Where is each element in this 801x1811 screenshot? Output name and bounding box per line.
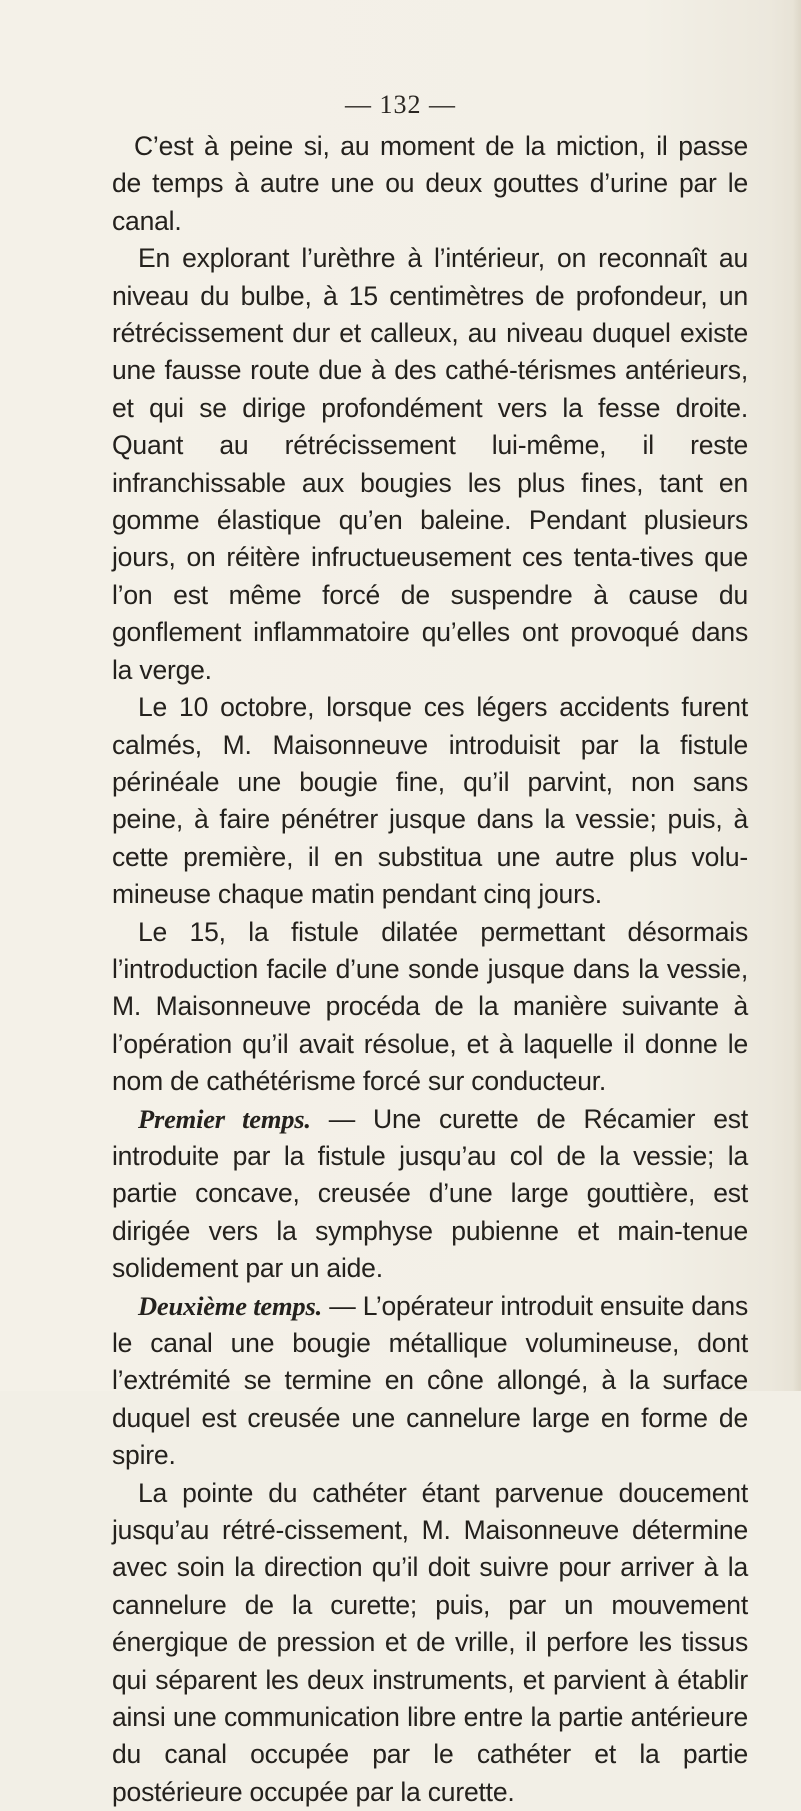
body-text	[112, 128, 748, 1811]
paragraph-label: Deuxième temps.	[138, 1290, 322, 1321]
paragraph: Le 10 octobre, lorsque ces légers accidents furent calmés, M. Maisonneuve introduisit par la fistule périnéale une bougie fine, qu’il parvint, non sans peine, à faire pénétrer jusque dans la vessie; puis, à cette première, il en substitua une autre plus volu-mineuse chaque matin pendant cinq jours.	[112, 692, 748, 910]
paragraph	[112, 1101, 748, 1288]
paragraph	[112, 1288, 748, 1475]
paragraph: En explorant l’urèthre à l’intérieur, on reconnaît au niveau du bulbe, à 15 centimètres de profondeur, un rétrécissement dur et calleux, au niveau duquel existe une fausse route due à des cathé-térismes antérieurs, et qui se dirige profondément vers la fesse droite. Quant au rétrécissement lui-même, il reste infranchissable aux bougies les plus fines, tant en gomme élastique qu’en baleine. Pendant plusieurs jours, on réitère infructueusement ces tenta-tives que l’on est même forcé de suspendre à cause du gonflement inflammatoire qu’elles ont provoqué dans la verge.	[112, 243, 748, 685]
paragraph: C’est à peine si, au moment de la miction, il passe de temps à autre une ou deux gouttes d’urine par le canal.	[112, 131, 748, 236]
paragraph-label: Premier temps.	[138, 1103, 311, 1134]
paragraph: La pointe du cathéter étant parvenue doucement jusqu’au rétré-cissement, M. Maisonneuve détermine avec soin la direction qu’il doit suivre pour arriver à la cannelure de la curette; puis, par un mouvement énergique de pression et de vrille, il perfore les tissus qui séparent les deux instruments, et parvient à établir ainsi une communication libre entre la partie antérieure du canal occupée par le cathéter et la partie postérieure occupée par la curette.	[112, 1477, 748, 1807]
paragraph-body: — Une curette de Récamier est introduite par la fistule jusqu’au col de la vessie; la partie concave, creusée d’une large gouttière, est dirigée vers la symphyse pubienne et main-tenue solidement par un aide.	[112, 1103, 748, 1284]
paragraph-body: — L’opérateur introduit ensuite dans le canal une bougie métallique volumineuse, dont l’extrémité se termine en cône allongé, à la surface duquel est creusée une cannelure large en forme de spire.	[112, 1290, 748, 1471]
page-edge-shadow	[793, 0, 801, 1391]
paragraph: Le 15, la fistule dilatée permettant désormais l’introduction facile d’une sonde jusque dans la vessie, M. Maisonneuve procéda de la manière suivante à l’opération qu’il avait résolue, et à laquelle il donne le nom de cathétérisme forcé sur conducteur.	[112, 916, 748, 1097]
page-number: — 132 —	[345, 90, 456, 119]
